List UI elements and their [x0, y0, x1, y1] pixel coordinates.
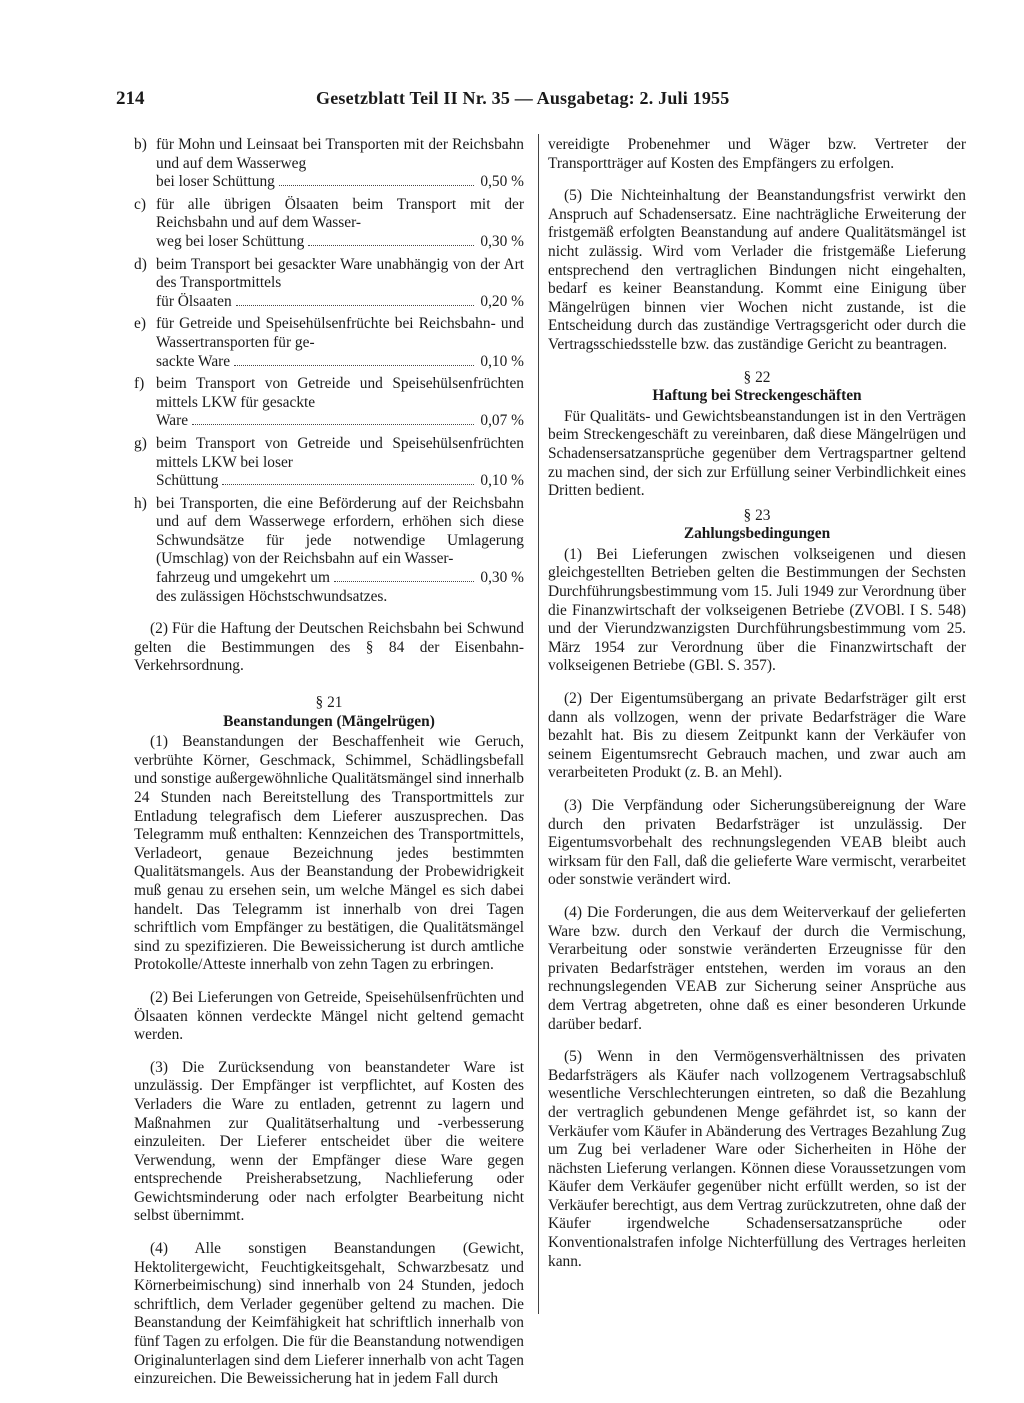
- page-number: 214: [116, 88, 145, 109]
- item-percentage: 0,07 %: [480, 412, 524, 430]
- item-percentage: 0,20 %: [480, 292, 524, 310]
- item-text: für Getreide und Speisehülsenfrüchte bei Reichsbahn- und Wassertransporten für ge-: [156, 315, 524, 351]
- dot-leader: [308, 245, 474, 246]
- column-divider: [538, 134, 539, 1314]
- paragraph: (3) Die Zurücksendung von beanstandeter Ware ist unzulässig. Der Empfänger ist verpflichtet, auf Kosten des Verladers die Ware zu entladen, getrennt zu lagern und Maßnahmen zur Qualitätserhaltung und -verbesserung einzuleiten. Der Lieferer entscheidet über die weitere Verwendung, wenn der Empfänger diese Ware gegen entsprechende Preisherabsetzung, Nachlieferung oder Gewichtsminderung oder nach erfolgter Bearbeitung nicht selbst übernimmt.: [134, 1058, 524, 1225]
- item-percentage: 0,10 %: [480, 472, 524, 490]
- right-column: [548, 136, 966, 1285]
- item-text-last: sackte Ware: [156, 352, 231, 370]
- item-text-last: fahrzeug und umgekehrt um: [156, 569, 330, 587]
- item-letter: d): [134, 255, 147, 273]
- item-letter: e): [134, 315, 146, 333]
- list-item: [134, 315, 524, 371]
- item-letter: b): [134, 136, 147, 153]
- section-number: § 23: [743, 506, 771, 524]
- item-text: beim Transport von Getreide und Speisehülsenfrüchten mittels LKW bei loser: [156, 434, 524, 471]
- section-number: § 22: [743, 368, 771, 386]
- paragraph: (4) Alle sonstigen Beanstandungen (Gewicht, Hektolitergewicht, Feuchtigkeitsgehalt, Schwarzbesatz und Körnerbeimischung) sind innerhalb von 24 Stunden, jedoch schriftlich, dem Verlader gegenüber geltend zu machen. Die Beanstandung der Keimfähigkeit hat schriftlich innerhalb von fünf Tagen zu erfolgen. Die für die Beanstandung notwendigen Originalunterlagen sind dem Lieferer innerhalb von acht Tagen einzureichen. Die Beweissicherung hat in jedem Fall durch: [134, 1240, 524, 1388]
- dot-leader: [234, 365, 474, 366]
- paragraph: (4) Die Forderungen, die aus dem Weiterverkauf der gelieferten Ware bzw. durch den Verkauf der durch die Vermischung, Verarbeitung oder sonstwie veränderten Erzeugnisse für den privaten Bedarfsträger entstehen, werden im voraus an den rechnungslegenden VEAB zur Sicherung seiner Ansprüche aus dem Vertrag abgetreten, ohne daß es einer besonderen Urkunde darüber bedarf.: [548, 903, 966, 1033]
- dot-leader: [334, 581, 474, 582]
- section-title: Beanstandungen (Mängelrügen): [223, 712, 435, 730]
- item-text: für Mohn und Leinsaat bei Transporten mit der Reichsbahn und auf dem Wasserweg: [156, 136, 524, 172]
- item-text-last: Ware: [156, 412, 189, 430]
- paragraph: (5) Die Nichteinhaltung der Beanstandungsfrist verwirkt den Anspruch auf Schadensersatz. Eine nachträgliche Erweiterung der fristgemäß erfolgten Beanstandung auf andere Qualitätsmängel ist nicht zulässig. Wird vom Verlader die fristgemäße Lieferung entsprechend den vertraglichen Bindungen nicht eingehalten, bedarf es keiner Beanstandung. Kommt eine Einigung über Mängelrügen binnen vier Wochen nicht zustande, ist die Entscheidung durch das zuständige Vertragsgericht oder durch die Vertragsschiedsstelle bzw. das zuständige Gericht zu beantragen.: [548, 187, 966, 353]
- paragraph-continuation: vereidigte Probenehmer und Wäger bzw. Vertreter der Transportträger auf Kosten des Empfängers zu erfolgen.: [548, 136, 966, 172]
- list-item: [134, 375, 524, 431]
- page-header: [116, 88, 956, 118]
- item-text: für alle übrigen Ölsaaten beim Transport mit der Reichsbahn und auf dem Wasser-: [156, 195, 524, 232]
- item-letter: f): [134, 375, 145, 393]
- section-number: § 21: [315, 694, 343, 712]
- item-text: bei Transporten, die eine Beförderung auf der Reichsbahn und auf dem Wasserwege erfordern, erhöhen sich diese Schwundsätze für jede notwendige Umlagerung (Umschlag) von der Reichsbahn auf ein Wasser-: [156, 494, 524, 568]
- item-letter: g): [134, 434, 147, 452]
- item-text-last: weg bei loser Schüttung: [156, 232, 305, 250]
- item-text-last: bei loser Schüttung: [156, 173, 275, 191]
- section-title: Zahlungsbedingungen: [683, 525, 831, 543]
- paragraph: Für Qualitäts- und Gewichtsbeanstandungen ist in den Verträgen beim Streckengeschäft zu vereinbaren, daß diese Mängelrügen und Schadensersatzansprüche gegenüber dem Vertragspartner geltend zu machen sind, der sich zur Erfüllung seiner Verbindlichkeit eines Dritten bedient.: [548, 407, 966, 500]
- item-letter: c): [134, 195, 146, 213]
- left-column: [134, 136, 524, 1403]
- item-text-last: Schüttung: [156, 472, 219, 490]
- running-head: Gesetzblatt Teil II Nr. 35 — Ausgabetag: 2. Juli 1955: [316, 88, 730, 108]
- item-text-last: für Ölsaaten: [156, 292, 232, 310]
- list-item: [134, 196, 524, 252]
- paragraph: (2) Für die Haftung der Deutschen Reichsbahn bei Schwund gelten die Bestimmungen des § 84 der Eisenbahn-Verkehrsordnung.: [134, 620, 524, 675]
- paragraph: (2) Bei Lieferungen von Getreide, Speisehülsenfrüchten und Ölsaaten können verdeckte Mängel nicht geltend gemacht werden.: [134, 988, 524, 1044]
- list-item: [134, 136, 524, 192]
- item-letter: h): [134, 494, 147, 512]
- paragraph: (1) Bei Lieferungen zwischen volkseigenen und diesen gleichgestellten Betrieben gelten die Bestimmungen der Sechsten Durchführungsbestimmung vom 15. Juli 1949 zur Verordnung über die Finanzwirtschaft der volkseigenen Betriebe (ZVOBl. I S. 548) und der Vierundzwanzigsten Durchführungsbestimmung vom 25. März 1954 zur Verordnung über die Finanzwirtschaft der volkseigenen Betriebe (GBl. S. 357).: [548, 545, 966, 675]
- list-item: [134, 256, 524, 312]
- dot-leader: [192, 424, 474, 425]
- dot-leader: [279, 185, 474, 186]
- paragraph: (2) Der Eigentumsübergang an private Bedarfsträger gilt erst dann als vollzogen, wenn der private Bedarfsträger die Ware bezahlt hat. Bis zu diesem Zeitpunkt kann der Verkäufer von seinem Eigentumsrecht Gebrauch machen, und zwar auch am verarbeiteten Produkt (z. B. an Mehl).: [548, 690, 966, 782]
- dot-leader: [236, 305, 474, 306]
- item-percentage: 0,30 %: [480, 569, 524, 587]
- item-text: beim Transport von Getreide und Speisehülsenfrüchten mittels LKW für gesackte: [156, 375, 524, 411]
- paragraph: (1) Beanstandungen der Beschaffenheit wie Geruch, verbrühte Körner, Geschmack, Schimmel, Schädlingsbefall und sonstige außergewöhnliche Qualitätsmängel sind innerhalb 24 Stunden nach Bereitstellung des Transportmittels zur Entladung telegrafisch dem Lieferer auszusprechen. Das Telegramm muß enthalten: Kennzeichen des Transportmittels, Verladeort, genaue Bezeichnung jedes bestimmten Qualitätsmangels. Aus der Beanstandung der Probewidrigkeit muß genau zu ersehen sein, um welche Mängel es sich dabei handelt. Das Telegramm ist innerhalb von drei Tagen schriftlich vom Empfänger zu bestätigen, die Qualitätsmängel sind zu spezifizieren. Die Beweissicherung ist durch amtliche Protokolle/Atteste innerhalb von zehn Tagen zu erbringen.: [134, 733, 524, 974]
- item-percentage: 0,50 %: [480, 173, 524, 191]
- section-title: Haftung bei Streckengeschäften: [652, 387, 862, 405]
- list-item: [134, 495, 524, 607]
- item-text-tail: des zulässigen Höchstschwundsatzes.: [156, 587, 388, 605]
- paragraph: (5) Wenn in den Vermögensverhältnissen des privaten Bedarfsträgers als Käufer nach vollzogenem Vertragsabschluß wesentliche Verschlechterungen eintreten, so daß die Bezahlung der vertraglich gebundenen Menge gefährdet ist, so kann der Verkäufer vom Käufer in Abänderung des Vertrages Bezahlung Zug um Zug bei verladener Ware oder Sicherheiten in Höhe der nächsten Lieferung verlangen. Können diese Voraussetzungen vom Käufer dem Verkäufer gegenüber nicht erfüllt werden, so ist der Verkäufer berechtigt, aus dem Vertrag zurückzutreten, ohne daß der Käufer irgendwelche Schadensersatzansprüche oder Konventionalstrafen infolge Nichterfüllung des Vertrages herleiten kann.: [548, 1048, 966, 1270]
- item-percentage: 0,30 %: [480, 232, 524, 250]
- list-item: [134, 435, 524, 491]
- paragraph: (3) Die Verpfändung oder Sicherungsübereignung der Ware durch den privaten Bedarfsträger ist unzulässig. Der Eigentumsvorbehalt des rechnungslegenden VEAB bleibt auch wirksam für den Fall, daß die gelieferte Ware vermischt, verarbeitet oder sonstwie verändert wird.: [548, 797, 966, 889]
- item-percentage: 0,10 %: [480, 352, 524, 370]
- item-text: beim Transport bei gesackter Ware unabhängig von der Art des Transportmittels: [156, 255, 524, 292]
- dot-leader: [222, 484, 474, 485]
